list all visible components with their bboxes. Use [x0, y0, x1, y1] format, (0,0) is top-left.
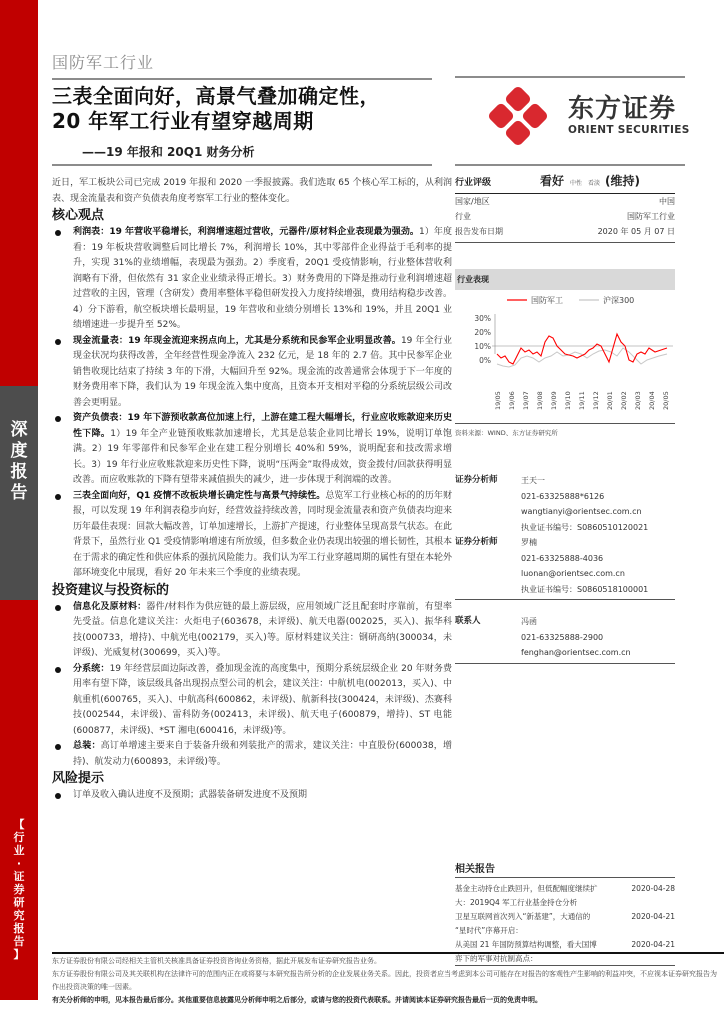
- svg-text:20/04: 20/04: [648, 391, 656, 410]
- svg-text:30%: 30%: [474, 314, 491, 323]
- svg-text:0%: 0%: [479, 356, 491, 365]
- footer-rule: [52, 952, 724, 954]
- investment-point: 分系统：19 年经营层面边际改善，叠加现金流的高度集中，预期分系统层级企业 20 年财务费用率有望下降，该层级具备出现拐点型公司的机会，建议关注：中航机电(002013，买入)、中航重机(600765，买入)、中航高科(600862，未评级)、航新科技(300424，未评级)、杰赛科技(002544，未评级)、雷科防务(002413，未评级)、航天电子(600879，增持)、ST 电能(600877，未评级)、*ST 湘电(600416，未评级)等。: [52, 662, 452, 740]
- risk-heading: 风险提示: [52, 771, 105, 786]
- page-title: 三表全面向好，高景气叠加确定性， 20 年军工行业有望穿越周期: [52, 84, 380, 133]
- svg-text:19/07: 19/07: [522, 391, 530, 410]
- core-point: 资产负债表：19 年下游预收款高位加速上行，上游在建工程大幅增长，行业应收账款迎来历史性下降。1）19 年全产业链预收账款加速增长，尤其是总装企业同比增长 19%，说明订单饱满。2）19 年零部件和民参军企业在建工程分别增长 40%和 59%，说明配套和技改需求增长。3）19 年行业应收账款迎来历史性下降，说明“压两金”取得成效，资金拨付/回款获得明显改善。而应收账款的下降有望带来减值损失的减少，进一步体现于利润端的改善。: [52, 411, 452, 489]
- core-point: 利润表：19 年营收平稳增长，利润增速超过营收，元器件/原材料企业表现最为强劲。1）年度看：19 年板块营收调整后同比增长 7%，利润增长 10%，其中零部件企业得益于毛利率的提升，实现 31%的业绩增幅，表现最为强劲。2）季度看，20Q1 受疫情影响，行业整体营收利润略有下滑，但依然有 31 家企业业绩录得正增长。3）财务费用的下降是推动行业利润增速超过营收的主因，管理（含研发）费用率整体平稳但研发投入力度持续增强，费用结构稳步改善。4）分下游看，航空板块增长最明显，19 年营收和业绩分别增长 13%和 19%，并且 20Q1 业绩增速进一步提升至 52%。: [52, 225, 452, 334]
- logo-top-rule: [455, 76, 685, 78]
- report-type-label: 深 度 报 告: [10, 420, 28, 503]
- investment-point: 信息化及原材料：器件/材料作为供应链的最上游层级，应用领域广泛且配套时序靠前，有望率先受益。信息化建议关注：火炬电子(603678，未评级)、航天电器(002025，买入)、振华科技(000733，增持)、中航光电(002179，买入)等。原材料建议关注：钢研高纳(300034，未评级)、光威复材(300699，买入)等。: [52, 600, 452, 662]
- rating-bearish: 看淡: [588, 180, 601, 187]
- logo-cn-text: 东方证券: [568, 94, 677, 124]
- analyst-1-email[interactable]: wangtianyi@orientsec.com.cn: [521, 507, 642, 516]
- report-category-label: 【 行 业 · 证 券 研 究 报 告 】: [13, 818, 25, 961]
- contact-person: 联系人 冯函 021-63325888-2900 fenghan@orientsec.com.cn: [455, 614, 675, 661]
- analyst-2: 证券分析师 罗楠 021-63325888-4036 luonan@orientsec.com.cn 执业证书编号：S0860518100001: [455, 537, 649, 594]
- info-row-region: 国家/地区 中国: [455, 197, 675, 206]
- contact-divider: [455, 663, 675, 664]
- rating-value: 看好: [540, 174, 565, 188]
- sidebar-band: [0, 0, 38, 1000]
- svg-text:20/01: 20/01: [606, 391, 614, 410]
- core-point: 三表全面向好，Q1 疫情不改板块增长确定性与高景气持续性。总览军工行业核心标的的历年财报，可以发现 19 年利润表稳步向好，经营效益持续改善，同时现金流量表和资产负债表均迎来历年最佳表现：回款大幅改善，订单加速增长，上游扩产提速，行业整体呈现高景气状态。在此背景下，虽然行业 Q1 受疫情影响增速有所放缓，但多数企业仍表现出较强的增长韧性，其根本在于需求的确定性和供应体系的强抗风险能力。我们认为军工行业穿越周期的属性有望在本轮外部环境变化中展现，看好 20 年未来三个季度的业绩表现。: [52, 489, 452, 582]
- investment-heading: 投资建议与投资标的: [52, 582, 170, 598]
- investment-point: 总装：高订单增速主要来自于装备升级和列装批产的需求，建议关注：中直股份(600038，增持)、航发动力(600893，未评级)等。: [52, 739, 452, 770]
- analyst-divider: [455, 599, 675, 600]
- svg-text:19/08: 19/08: [536, 391, 544, 410]
- svg-text:20/05: 20/05: [662, 391, 670, 410]
- svg-text:20%: 20%: [474, 328, 491, 337]
- intro-paragraph: 近日，军工板块公司已完成 2019 年报和 2020 一季报披露。我们选取 65 个核心军工标的，从利润表、现金流量表和资产负债表角度考察军工行业的整体变化。: [52, 178, 452, 204]
- info-end-rule: [455, 239, 675, 243]
- line-chart: [455, 292, 675, 412]
- related-item[interactable]: 从美国 21 年国防预算结构调整，看大国博 2020-04-21 弈下的军事对抗制高点：: [455, 938, 675, 966]
- svg-text:19/11: 19/11: [578, 391, 586, 410]
- rating-hold: (维持): [605, 174, 641, 188]
- svg-text:20/02: 20/02: [620, 391, 628, 410]
- svg-text:19/06: 19/06: [508, 391, 516, 410]
- title-top-rule: [52, 78, 432, 80]
- related-header: 相关报告: [455, 860, 675, 878]
- svg-text:20/03: 20/03: [634, 391, 642, 410]
- logo-bottom-rule: [455, 164, 685, 166]
- rating-box: [455, 172, 675, 243]
- chart-source: 资料来源：WIND、东方证券研究所: [455, 423, 675, 437]
- title-bottom-rule: [52, 164, 432, 166]
- industry-label: 国防军工行业: [52, 53, 155, 72]
- main-content: [52, 176, 452, 804]
- core-point: 现金流量表：19 年现金流迎来拐点向上，尤其是分系统和民参军企业明显改善。19 年全行业现金状况均获得改善，全年经营性现金净流入 232 亿元，是 18 年的 2.7 倍。其中民参军企业销售收现比结束了持续 3 年的下滑，大幅回升至 92%。现金流的改善通常会体现于下一年度的财务费用率下降，我们认为 19 年现金流入集中度高，且资本开支相对平稳的分系统层级公司改善会更明显。: [52, 334, 452, 412]
- industry-rating-row: [455, 172, 675, 194]
- legend-hs300: 沪深300: [603, 296, 635, 305]
- logo-en-text: ORIENT SECURITIES: [568, 124, 690, 136]
- performance-chart: [455, 292, 675, 412]
- related-reports: [455, 860, 675, 966]
- analyst-contacts: [455, 473, 675, 664]
- svg-text:19/09: 19/09: [550, 391, 558, 410]
- company-logo: [470, 82, 690, 152]
- contact-email[interactable]: fenghan@orientsec.com.cn: [521, 648, 631, 657]
- series-hs300: [497, 348, 667, 367]
- rating-neutral: 中性: [570, 180, 583, 187]
- disclaimer-footer: 东方证券股份有限公司经相关主管机关核准具备证券投资咨询业务资格，据此开展发布证券研究报告业务。 东方证券股份有限公司及其关联机构在法律许可的范围内正在或将要与本研究报告所分析的企业发展业务关系。因此，投资者应当考虑到本公司可能存在对报告的客观性产生影响的利益冲突，不应视本证券研究报告为作出投资决策的唯一因素。 有关分析师的申明，见本报告最后部分。其他重要信息披露见分析师申明之后部分，或请与您的投资代表联系。并请阅读本证券研究报告最后一页的免责申明。: [52, 957, 717, 1004]
- rating-label: 行业评级: [455, 178, 492, 188]
- performance-header: 行业表现: [455, 269, 675, 290]
- svg-text:19/05: 19/05: [494, 391, 502, 410]
- orient-logo-icon: [488, 86, 548, 146]
- analyst-2-email[interactable]: luonan@orientsec.com.cn: [521, 569, 625, 578]
- page-subtitle: ——19 年报和 20Q1 财务分析: [82, 145, 255, 159]
- info-row-date: 报告发布日期 2020 年 05 月 07 日: [455, 227, 675, 236]
- svg-text:10%: 10%: [474, 342, 491, 351]
- x-tick-labels: [494, 391, 670, 410]
- risk-point: 订单及收入确认进度不及预期；武器装备研发进度不及预期: [52, 788, 452, 804]
- series-defense: [497, 334, 667, 364]
- core-views-heading: 核心观点: [52, 208, 105, 223]
- related-item[interactable]: 卫星互联网首次列入“新基建”，大通信的 2020-04-21 “星时代”序幕开启：: [455, 912, 675, 935]
- svg-text:19/10: 19/10: [564, 391, 572, 410]
- analyst-1: 证券分析师 王天一 021-63325888*6126 wangtianyi@orientsec.com.cn 执业证书编号：S0860510120021: [455, 475, 649, 532]
- svg-text:19/12: 19/12: [592, 391, 600, 410]
- related-item[interactable]: 基金主动持仓止跌回升，但低配幅度继续扩 2020-04-28 大：2019Q4 军工行业基金持仓分析: [455, 884, 675, 907]
- legend-defense: 国防军工: [531, 296, 563, 305]
- info-row-industry: 行业 国防军工行业: [455, 212, 675, 221]
